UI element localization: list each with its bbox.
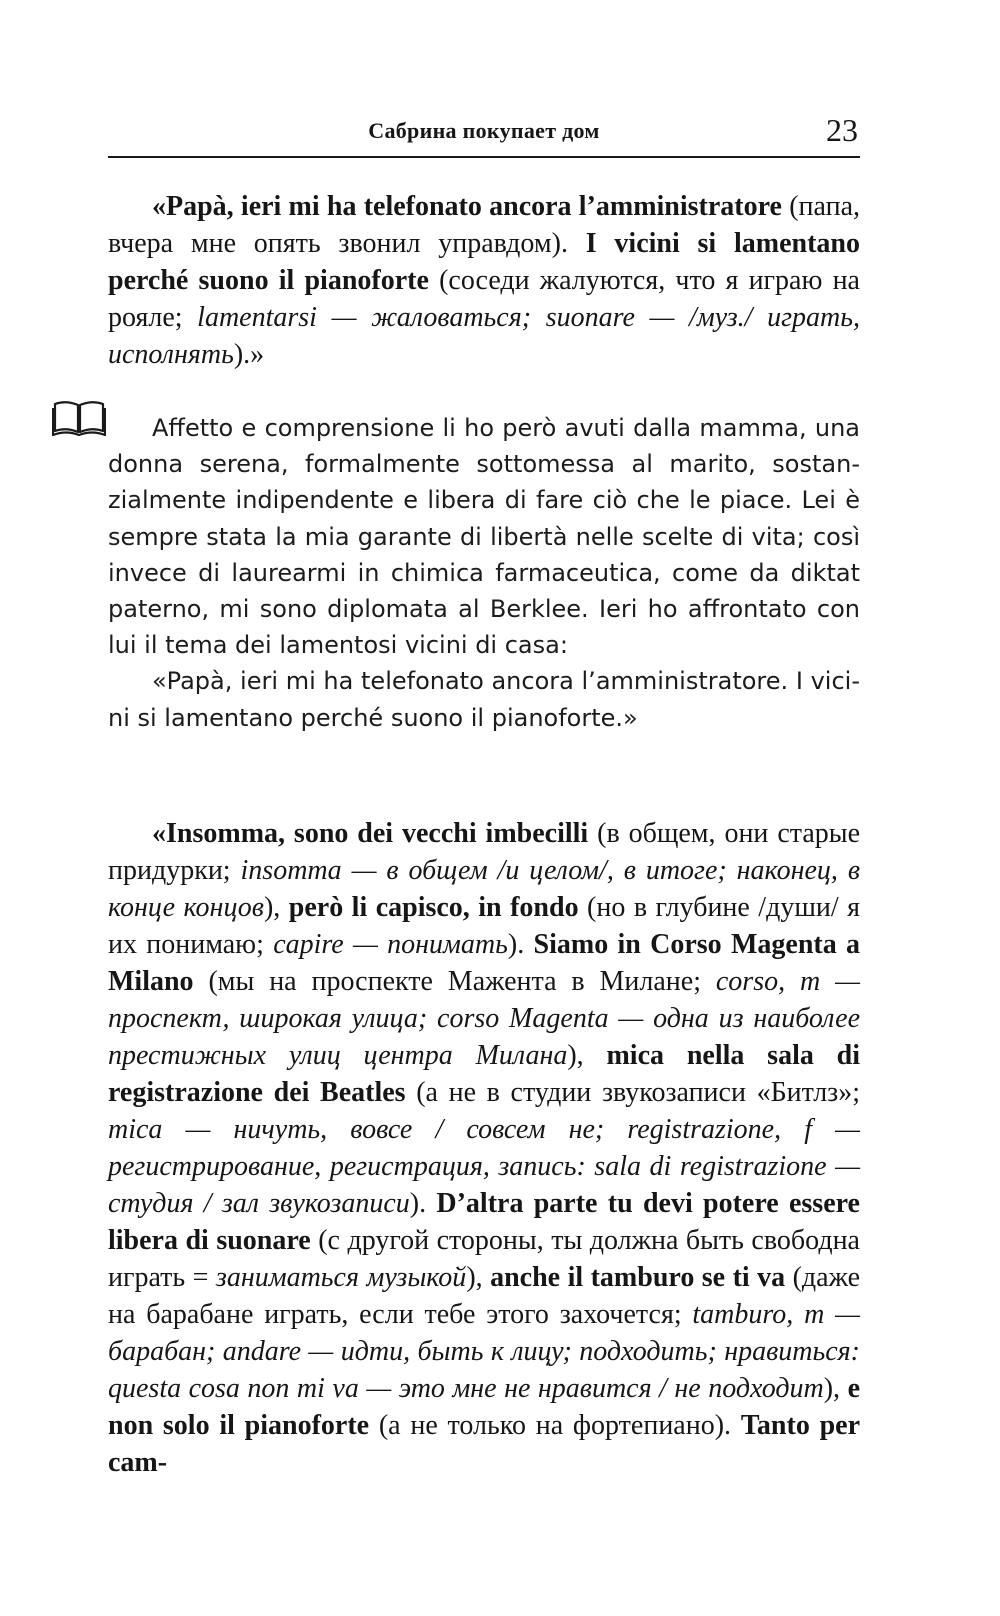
vocabulary-note: insomma — в общем /и целом/, в итоге; наконец, в конце концов [108, 855, 860, 923]
original-text [108, 410, 860, 736]
italian-phrase: e non solo il pianoforte [108, 1373, 860, 1441]
italian-phrase: però li capisco, in fondo [288, 892, 579, 923]
punctuation: ), [567, 1040, 607, 1071]
vocabulary-note: lamentarsi — жаловаться; suonare — /муз./ играть, исполнять [108, 302, 860, 370]
punctuation: ). [409, 1188, 437, 1219]
translation: (а не в студии звукозаписи «Битлз»; [405, 1077, 860, 1108]
translation: (папа, вчера мне опять звонил управдом). [108, 191, 860, 259]
italian-phrase: Siamo in Corso Magenta a Milano [108, 929, 861, 997]
original-paragraph-1: Affetto e comprensione li ho però avuti dalla mamma, una donna serena, formalmente sottomessa al marito, sostanzialmente indipendente e libera di fare ciò che le piace. Lei è sempre stata la mia garante di libertà nelle scelte di vita; così invece di laurearmi in chimica farmaceutica, come da diktat paterno, mi sono diplomata al Berklee. Ieri ho affrontato con lui il tema dei lamentosi vicini di casa: [108, 414, 860, 660]
italian-phrase: «Papà, ieri mi ha telefonato ancora l’amministratore [152, 191, 782, 222]
translation: (мы на проспекте Мажента в Милане; [193, 966, 716, 997]
italian-phrase: mica nella sala di registrazione dei Beatles [108, 1040, 861, 1108]
page-header [108, 112, 860, 158]
italian-phrase: D’altra parte tu devi potere essere libera di suonare [108, 1188, 860, 1256]
vocabulary-note: mica — ничуть, вовсе / совсем не; registrazione, f — регистрирование, регистрация, запись: sala di registrazione — студия / зал звукозаписи [108, 1114, 860, 1219]
page-number: 23 [826, 112, 858, 148]
book-icon [52, 398, 106, 438]
closing-punctuation: ).» [233, 339, 265, 370]
translation: (соседи жалуются, что я играю на рояле; [108, 265, 860, 333]
italian-phrase: I vicini si lamentano perché suono il pianoforte [108, 228, 860, 296]
running-title: Сабрина покупает дом [368, 118, 600, 143]
punctuation: ), [823, 1373, 848, 1404]
paragraph [108, 815, 860, 1481]
italian-phrase: Tanto per cam- [108, 1410, 861, 1478]
translation: (с другой стороны, ты должна быть свободна играть = [108, 1225, 860, 1293]
translation: (а не только на фортепиано). [369, 1410, 741, 1441]
annotated-paragraph-1 [108, 188, 860, 373]
translation: (даже на барабане играть, если тебе этого захочется; [108, 1262, 861, 1330]
vocabulary-note: capire — понимать [273, 929, 508, 960]
italian-phrase: «Insomma, sono dei vecchi imbecilli [152, 818, 589, 849]
translation: (но в глубине /души/ я их понимаю; [108, 892, 861, 960]
original-paragraph-2: «Papà, ieri mi ha telefonato ancora l’amministratore. I vicini si lamentano perché suono il pianoforte.» [108, 667, 860, 732]
paragraph [108, 188, 860, 373]
vocabulary-note: заниматься музыкой [215, 1262, 467, 1293]
italian-phrase: anche il tamburo se ti va [490, 1262, 786, 1293]
vocabulary-note: tamburo, m — барабан; andare — идти, быть к лицу; подходить; нравиться: questa cosa non mi va — это мне не нравится / не подходит [108, 1299, 860, 1404]
punctuation: ), [263, 892, 289, 923]
annotated-paragraph-2 [108, 815, 860, 1481]
translation: (в общем, они старые придурки; [108, 818, 860, 886]
vocabulary-note: corso, m — проспект, широкая улица; corso Magenta — одна из наиболее престижных улиц центра Милана [108, 966, 860, 1071]
punctuation: ), [466, 1262, 491, 1293]
punctuation: ). [507, 929, 534, 960]
